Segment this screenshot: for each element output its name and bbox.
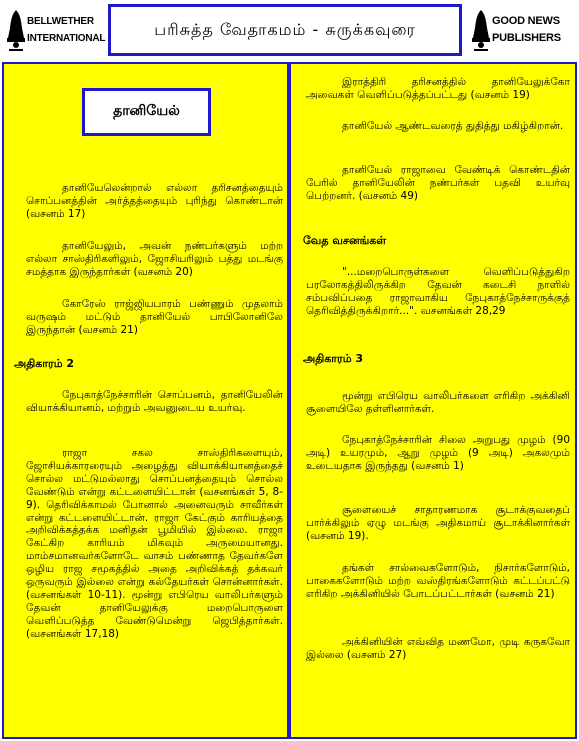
right-logo-line2: PUBLISHERS — [492, 32, 561, 44]
left-logo-line1: BELLWETHER — [27, 16, 94, 27]
chapter-3-paragraph-4: தங்கள் சால்வைகளோடும், நிசார்களோடும், பாகைகளோடும் மற்ற வஸ்திரங்களோடும் கட்டப்பட்டு எரிகிற அக்கினியில் போடப்பட்டார்கள் (வசனம் 21) — [306, 562, 570, 600]
page-title-box — [108, 4, 462, 56]
page-title: பரிசுத்த வேதாகமம் - சுருக்கவுரை — [154, 19, 416, 39]
right-column — [289, 62, 577, 739]
right-paragraph-2: தானியேல் ஆண்டவரைத் துதித்து மகிழ்கிறான். — [342, 120, 564, 132]
header — [0, 0, 579, 62]
good-news-logo — [470, 3, 576, 57]
chapter-2-summary: நேபுகாத்நேச்சாரின் சொப்பனம், தானியேலின் வியாக்கியானம், மற்றும் அவனுடைய உயர்வு. — [26, 389, 283, 414]
left-column — [2, 62, 289, 739]
chapter-2-heading: அதிகாரம் 2 — [14, 357, 75, 370]
bell-icon — [470, 8, 492, 52]
chapter-3-paragraph-1: மூன்று எபிரெய வாலிபர்களை எரிகிற அக்கினி சூளையிலே தள்ளினார்கள். — [306, 390, 570, 415]
chapter-3-heading: அதிகாரம் 3 — [303, 352, 364, 365]
chapter-3-paragraph-2: நேபுகாத்நேச்சாரின் சிலை அறுபது முழம் (90 அடி) உயரமும், ஆறு முழம் (9 அடி) அகலமும் உடையதாக இருந்தது (வசனம் 1) — [306, 434, 570, 472]
key-verse: "...மறைபொருள்களை வெளிப்படுத்துகிற பரலோகத்திலிருக்கிற தேவன் கடைசி நாளில் சம்பவிப்பதை ராஜாவாகிய நேபுகாத்நேச்சாருக்குத் தெரிவித்திருக்கிறார்...". வசனங்கள் 28,29 — [306, 266, 570, 317]
right-logo-line1: GOOD NEWS — [492, 15, 560, 27]
right-paragraph-3: தானியேல் ராஜாவை வேண்டிக் கொண்டதின் பேரில் தானியேலின் நண்பர்கள் பதவி உயர்வு பெற்றனர். (வசனம் 49) — [306, 164, 570, 202]
bell-icon — [5, 8, 27, 52]
chapter-3-paragraph-3: சூளையைச் சாதாரணமாக சூடாக்குவதைப் பார்க்கிலும் ஏழு மடங்கு அதிகமாய் சூடாக்கினார்கள் (வசனம் 19). — [306, 504, 570, 542]
book-title: தானியேல் — [82, 88, 211, 136]
bellwether-logo — [5, 3, 106, 57]
chapter-3-paragraph-5: அக்கினியின் எவ்வித மணமோ, முடி கருகவோ இல்லை (வசனம் 27) — [306, 636, 570, 661]
left-paragraph-2: தானியேலும், அவன் நண்பர்களும் மற்ற எல்லா சாஸ்திரிகளிலும், ஜோசியரிலும் பத்து மடங்கு சமத்தாக இருந்தார்கள் (வசனம் 20) — [26, 240, 283, 278]
left-paragraph-1: தானியேலென்றால் எல்லா தரிசனத்தையும் சொப்பனத்தின் அர்த்தத்தையும் புரிந்து கொண்டான் (வசனம் 17) — [26, 182, 283, 220]
left-paragraph-3: கோரேஸ் ராஜ்ஜியபாரம் பண்ணும் முதலாம் வருஷம் மட்டும் தானியேல் பாபிலோனிலே இருந்தான் (வசனம் 21) — [26, 298, 283, 336]
chapter-2-body: ராஜா சகல சாஸ்திரிகளையும், ஜோசியக்காரரையும் அழைத்து வியாக்கியானத்தைச் சொல்ல மட்டுமல்லாது சொப்பனத்தையும் சொல்ல வேண்டும் என்று கட்டளையிட்டான் (வசனங்கள் 5, 8-9). தெரிவிக்காமல் போனால் அனைவரும் சாவீர்கள் என்று கட்டளையிட்டான். ராஜா கேட்கும் காரியத்தை அறிவிக்கத்தக்க மனிதன் பூமியில் இல்லை. ராஜா கேட்கிற காரியம் மிகவும் அருமையானது. மாம்சமானவர்களோடே வாசம் பண்ணாத தேவர்களே ஒழிய ராஜ சமூகத்தில் அதை அறிவிக்கத் தக்கவர் ஒருவரும் இல்லை என்று கல்தேயர்கள் சொன்னார்கள். (வசனங்கள் 10-11). மூன்று எபிரெய வாலிபர்களும் தேவன் தானியேலுக்கு மறைபொருளை வெளிப்படுத்த வேண்டுமென்று ஜெபித்தார்கள். (வசனங்கள் 17,18) — [26, 447, 283, 640]
right-paragraph-1: இராத்திரி தரிசனத்தில் தானியேலுக்கோ அவைகள் வெளிப்படுத்தப்பட்டது (வசனம் 19) — [306, 76, 570, 101]
key-verses-heading: வேத வசனங்கள் — [303, 234, 387, 247]
left-logo-line2: INTERNATIONAL — [27, 33, 106, 44]
